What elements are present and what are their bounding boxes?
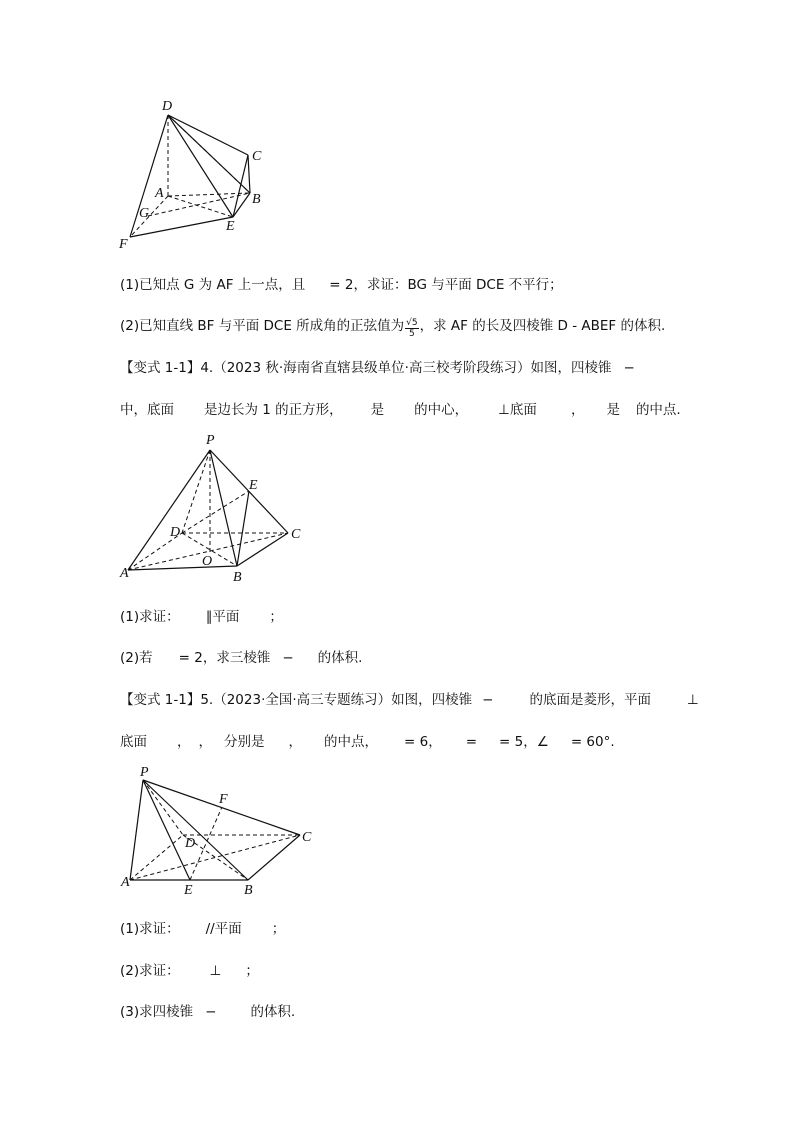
label-D: D: [185, 836, 196, 851]
label-F: F: [219, 792, 228, 807]
label-C: C: [252, 149, 262, 164]
problem5-question1: (1)求证： //平面 ；: [120, 921, 286, 937]
label-E: E: [226, 219, 235, 234]
label-O: O: [202, 554, 213, 569]
problem4-heading: 【变式 1-1】4.（2023 秋·海南省直辖县级单位·高三校考阶段练习）如图，四棱锥 −: [120, 360, 635, 376]
label-A: A: [121, 875, 130, 890]
label-B: B: [233, 570, 242, 585]
figure-pyramid-p-abcd-rhombus: [110, 760, 325, 900]
label-D: D: [170, 525, 181, 540]
problem3-question1: (1)已知点 G 为 AF 上一点，且 = 2，求证：BG 与平面 DCE 不平行；: [120, 277, 563, 293]
label-B: B: [244, 883, 253, 898]
figure2-hidden-edges: [128, 450, 288, 570]
label-G: G: [139, 206, 150, 221]
label-C: C: [291, 527, 301, 542]
label-F: F: [119, 237, 128, 252]
label-A: A: [120, 566, 129, 581]
figure-pyramid-d-abef: [110, 95, 280, 255]
problem5-question2: (2)求证： ⊥ ；: [120, 963, 259, 979]
label-A: A: [155, 186, 164, 201]
figure3-solid-edges: [130, 780, 300, 880]
figure-pyramid-p-abcd: [110, 428, 310, 588]
figure2-solid-edges: [128, 450, 288, 570]
problem4-question1: (1)求证： ∥平面 ；: [120, 609, 283, 625]
label-C: C: [302, 830, 312, 845]
label-D: D: [162, 99, 173, 114]
label-E: E: [249, 478, 258, 493]
label-P: P: [206, 433, 215, 448]
label-P: P: [140, 765, 149, 780]
figure3-hidden-edges: [130, 780, 300, 880]
label-E: E: [184, 883, 193, 898]
label-B: B: [252, 192, 261, 207]
problem3-question2: (2)已知直线 BF 与平面 DCE 所成角的正弦值为 $\frac{√5}{5}$ ，求 AF 的长及四棱锥 D - ABEF 的体积.: [120, 318, 666, 339]
problem4-statement: 中，底面 是边长为 1 的正方形， 是 的中心， ⊥底面 ， 是 的中点.: [120, 402, 681, 418]
problem5-statement: 底面 ， ， 分别是 ， 的中点， = 6， = = 5，∠ = 60°.: [120, 734, 615, 750]
sqrt5-over-5-fraction: $\frac{√5}{5}$: [406, 318, 418, 339]
problem5-heading: 【变式 1-1】5.（2023·全国·高三专题练习）如图，四棱锥 − 的底面是菱形，平面 ⊥: [120, 692, 699, 708]
problem5-question3: (3)求四棱锥 − 的体积.: [120, 1004, 296, 1020]
problem4-question2: (2)若 = 2，求三棱锥 − 的体积.: [120, 650, 363, 666]
